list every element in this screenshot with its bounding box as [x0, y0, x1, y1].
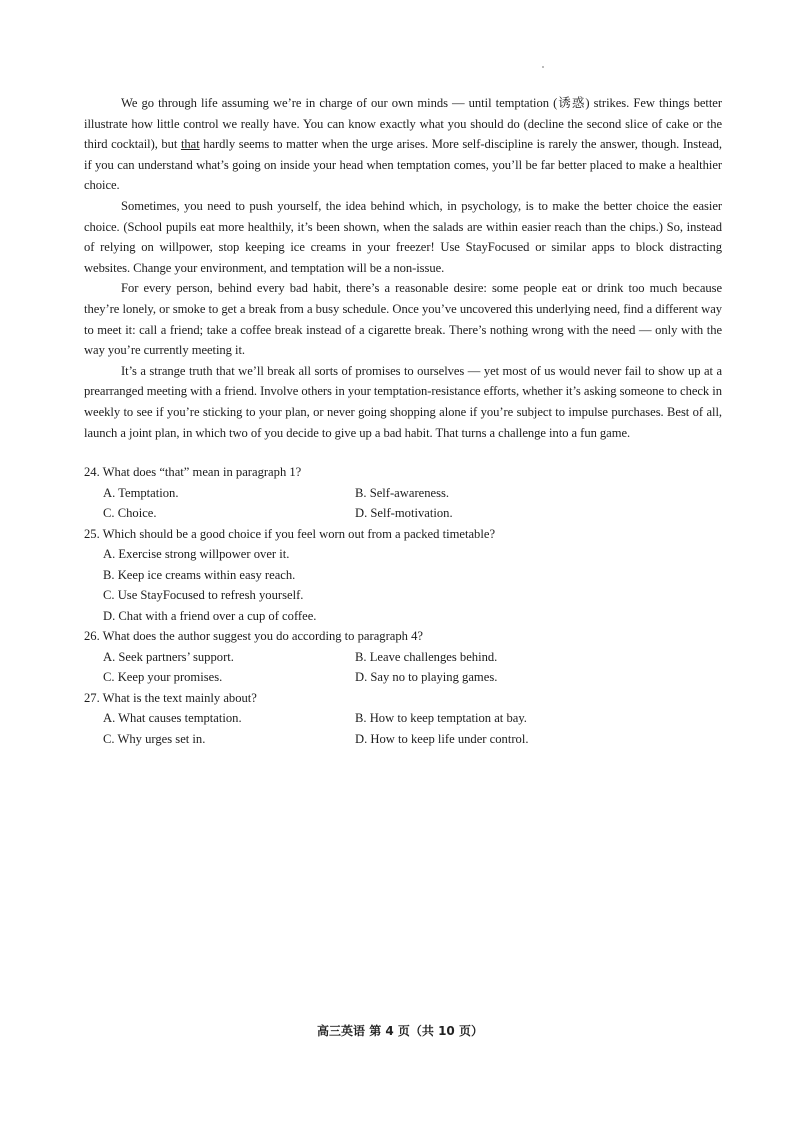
option-d[interactable]: D. Chat with a friend over a cup of coffee. — [103, 608, 317, 623]
question-24 — [84, 462, 724, 524]
option-c[interactable]: C. Keep your promises. — [103, 670, 223, 684]
question-stem: 24. What does “that” mean in paragraph 1? — [84, 465, 302, 479]
question-stem: 27. What is the text mainly about? — [84, 690, 257, 705]
question-stem: 25. Which should be a good choice if you feel worn out from a packed timetable? — [84, 526, 496, 541]
option-b[interactable]: B. Keep ice creams within easy reach. — [103, 567, 296, 582]
question-stem: 26. What does the author suggest you do according to paragraph 4? — [84, 629, 424, 643]
page-footer: 高三英语 第 4 页（共 10 页） — [317, 1024, 483, 1038]
option-b[interactable]: B. Leave challenges behind. — [355, 649, 498, 664]
scan-speck — [542, 66, 544, 68]
underlined-word-that: that — [180, 137, 200, 152]
option-c[interactable]: C. Why urges set in. — [103, 731, 206, 746]
option-a[interactable]: A. Seek partners’ support. — [103, 649, 234, 664]
option-b[interactable]: B. Self-awareness. — [355, 485, 450, 500]
option-d[interactable]: D. Say no to playing games. — [355, 670, 498, 684]
question-27 — [84, 688, 724, 750]
option-c[interactable]: C. Use StayFocused to refresh yourself. — [103, 588, 304, 602]
paragraph-4: It’s a strange truth that we’ll break all sorts of promises to ourselves — yet most of us would never fail to show up at a prearranged meeting with a friend. Involve others in your temptation-resistance efforts, whether it’s asking someone to check in weekly to see if you’re sticking to your plan, or never going shopping alone if you’re subject to impulse purchases. Best of all, launch a joint plan, in which two of you decide to give up a bad habit. That turns a challenge into a fun game. — [84, 363, 722, 440]
question-list — [84, 462, 724, 749]
option-b[interactable]: B. How to keep temptation at bay. — [355, 711, 527, 725]
option-d[interactable]: D. How to keep life under control. — [355, 731, 529, 746]
question-26 — [84, 626, 724, 688]
option-a[interactable]: A. What causes temptation. — [103, 711, 242, 725]
question-25 — [84, 524, 724, 627]
paragraph-1: We go through life assuming we’re in charge of our own minds — until temptation (诱惑) strikes. Few things better illustrate how little control we really have. You can know exactly what you should do (decline the second slice of cake or the third cocktail), but that hardly seems to matter when the urge arises. More self-discipline is rarely the answer, though. Instead, if you can understand what’s going on inside your head when temptation comes, you’ll be far better placed to make a healthier choice. — [84, 96, 722, 193]
option-a[interactable]: A. Temptation. — [103, 485, 179, 500]
paragraph-3: For every person, behind every bad habit, there’s a reasonable desire: some people eat or drink too much because they’re lonely, or smoke to get a break from a busy schedule. Once you’ve uncovered this underlying need, find a different way to meet it: call a friend; take a coffee break instead of a cigarette break. There’s nothing wrong with the need — only with the way you’re currently meeting it. — [84, 281, 722, 358]
option-d[interactable]: D. Self-motivation. — [355, 506, 453, 520]
option-c[interactable]: C. Choice. — [103, 506, 157, 520]
paragraph-2: Sometimes, you need to push yourself, the idea behind which, in psychology, is to make the better choice the easier choice. (School pupils eat more healthily, it’s been shown, when the salads are within easier reach than the chips.) So, instead of relying on willpower, stop keeping ice creams in your freezer! Use StayFocused or similar apps to block distracting websites. Change your environment, and temptation will be a non-issue. — [84, 198, 722, 275]
reading-passage — [84, 93, 722, 443]
option-a[interactable]: A. Exercise strong willpower over it. — [103, 547, 290, 561]
